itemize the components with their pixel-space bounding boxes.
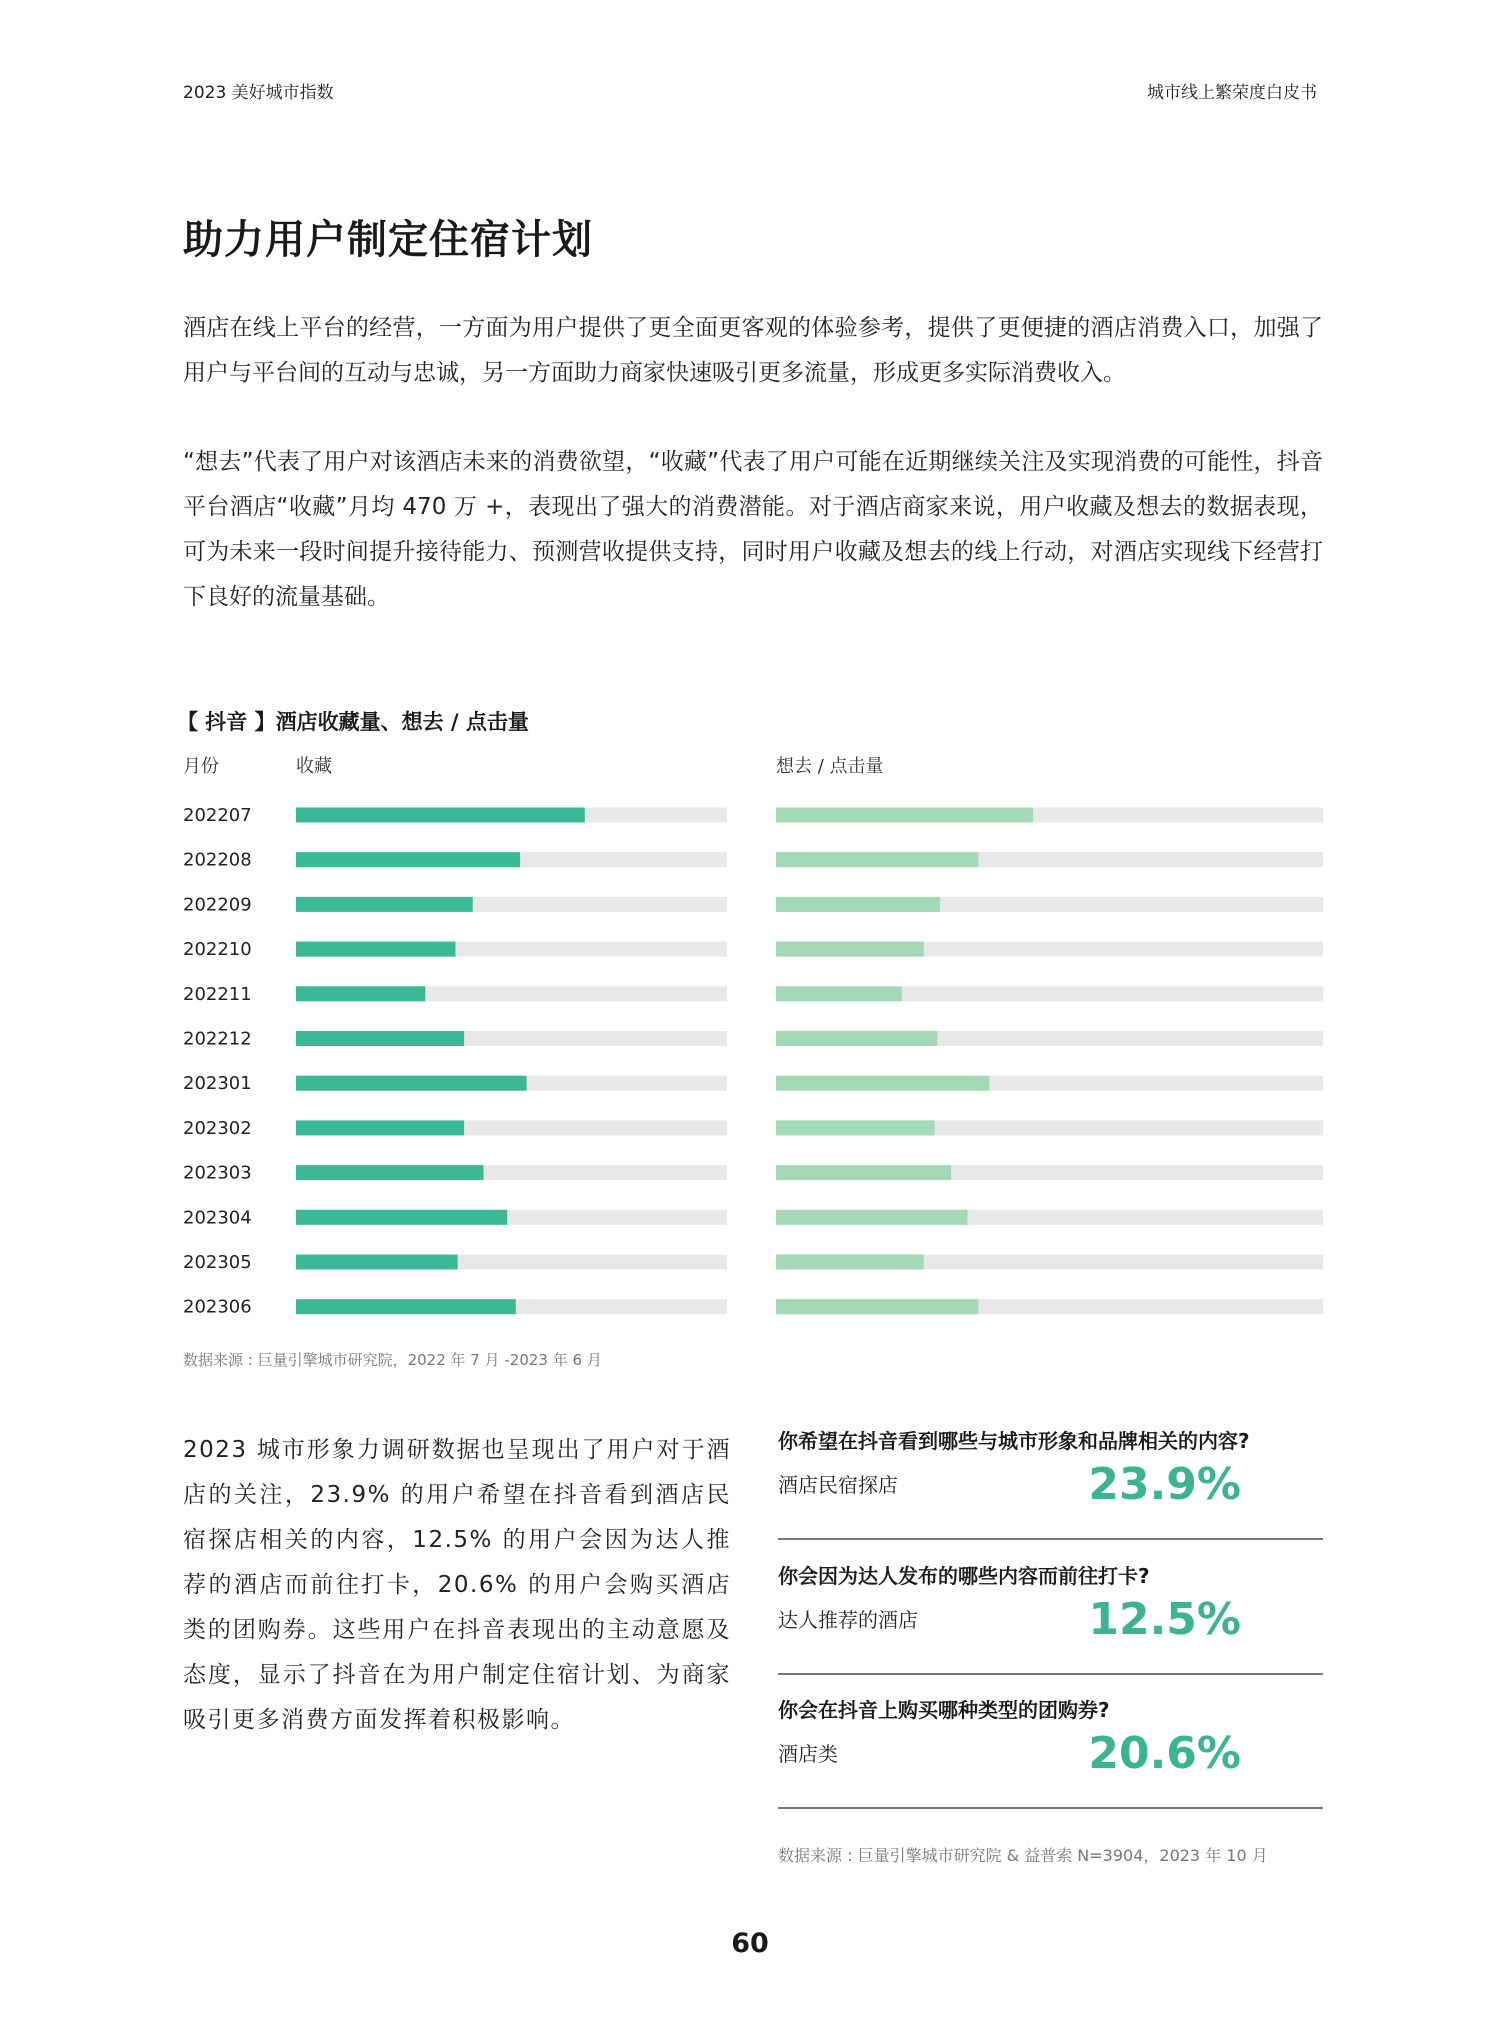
month-label: 202207 — [183, 805, 252, 826]
bar-want-go — [776, 1120, 935, 1135]
survey-percent: 20.6% — [1088, 1728, 1241, 1779]
bar-favorites — [296, 1120, 464, 1135]
divider — [778, 1807, 1323, 1809]
survey-item — [778, 1425, 1323, 1510]
month-label: 202208 — [183, 849, 252, 871]
chart-source: 数据来源 : 巨量引擎城市研究院，2022 年 7 月 -2023 年 6 月 — [183, 1351, 602, 1369]
survey-answer: 达人推荐的酒店 — [778, 1608, 918, 1632]
bar-favorites — [296, 1210, 507, 1225]
survey-source: 数据来源 : 巨量引擎城市研究院 & 益普索 N=3904，2023 年 10 月 — [778, 1846, 1268, 1865]
bar-want-go — [776, 1210, 967, 1225]
chart-series-wantgo-header: 想去 / 点击量 — [776, 756, 884, 777]
chart-series-favorites-header: 收藏 — [296, 756, 332, 777]
survey-item — [778, 1694, 1323, 1779]
month-label: 202212 — [183, 1028, 252, 1050]
bar-want-go — [776, 1299, 978, 1314]
survey-question: 你会因为达人发布的哪些内容而前往打卡? — [778, 1564, 1150, 1588]
page-number: 60 — [731, 1928, 769, 1959]
month-label: 202304 — [183, 1207, 252, 1229]
header-whitepaper-title: 城市线上繁荣度白皮书 — [1147, 83, 1317, 103]
bar-favorites — [296, 1031, 464, 1046]
month-label: 202305 — [183, 1252, 252, 1273]
bar-favorites — [296, 1299, 516, 1314]
month-label: 202303 — [183, 1162, 252, 1184]
survey-question: 你会在抖音上购买哪种类型的团购券? — [778, 1698, 1110, 1722]
survey-summary-text: 2023 城市形象力调研数据也呈现出了用户对于酒店的关注，23.9% 的用户希望在抖音看到酒店民宿探店相关的内容，12.5% 的用户会因为达人推荐的酒店而前往打卡，20.6% 的用户会购买酒店类的团购券。这些用户在抖音表现出的主动意愿及态度，显示了抖音在为用户制定住宿计划、为商家吸引更多消费方面发挥着积极影响。 — [183, 1437, 731, 1733]
survey-answer: 酒店民宿探店 — [778, 1473, 898, 1497]
bar-want-go — [776, 942, 924, 957]
month-label: 202302 — [183, 1117, 252, 1139]
bar-want-go — [776, 897, 940, 912]
survey-percent: 12.5% — [1088, 1594, 1241, 1645]
bar-want-go — [776, 808, 1033, 823]
month-label: 202306 — [183, 1296, 252, 1318]
divider — [778, 1538, 1323, 1540]
month-label: 202211 — [183, 983, 252, 1005]
bar-want-go — [776, 1165, 951, 1180]
survey-percent: 23.9% — [1088, 1459, 1241, 1510]
bar-favorites — [296, 808, 585, 823]
bar-favorites — [296, 1255, 458, 1270]
bar-favorites — [296, 852, 520, 867]
bar-want-go — [776, 986, 902, 1001]
bar-want-go — [776, 1031, 937, 1046]
page-title: 助力用户制定住宿计划 — [183, 217, 593, 263]
bar-favorites — [296, 897, 473, 912]
survey-answer: 酒店类 — [778, 1742, 838, 1766]
bar-favorites — [296, 986, 425, 1001]
chart-title: 【 抖音 】酒店收藏量、想去 / 点击量 — [177, 710, 529, 734]
chart-month-header: 月份 — [183, 756, 219, 777]
month-label: 202210 — [183, 939, 252, 961]
survey-item — [778, 1560, 1323, 1645]
detail-paragraph: “想去”代表了用户对该酒店未来的消费欲望，“收藏”代表了用户可能在近期继续关注及实现消费的可能性，抖音平台酒店“收藏”月均 470 万 +，表现出了强大的消费潜能。对于酒店商家来说，用户收藏及想去的数据表现，可为未来一段时间提升接待能力、预测营收提供支持，同时用户收藏及想去的线上行动，对酒店实现线下经营打下良好的流量基础。 — [183, 449, 1323, 610]
divider — [778, 1673, 1323, 1675]
bar-want-go — [776, 852, 978, 867]
month-label: 202301 — [183, 1073, 252, 1095]
bar-favorites — [296, 1165, 483, 1180]
bar-favorites — [296, 942, 455, 957]
header-report-title: 2023 美好城市指数 — [183, 83, 334, 103]
month-label: 202209 — [183, 894, 252, 916]
bar-want-go — [776, 1076, 989, 1091]
intro-paragraph: 酒店在线上平台的经营，一方面为用户提供了更全面更客观的体验参考，提供了更便捷的酒店消费入口，加强了用户与平台间的互动与忠诚，另一方面助力商家快速吸引更多流量，形成更多实际消费收入。 — [183, 315, 1323, 386]
bar-favorites — [296, 1076, 527, 1091]
bar-want-go — [776, 1255, 924, 1270]
survey-question: 你希望在抖音看到哪些与城市形象和品牌相关的内容? — [778, 1429, 1250, 1453]
